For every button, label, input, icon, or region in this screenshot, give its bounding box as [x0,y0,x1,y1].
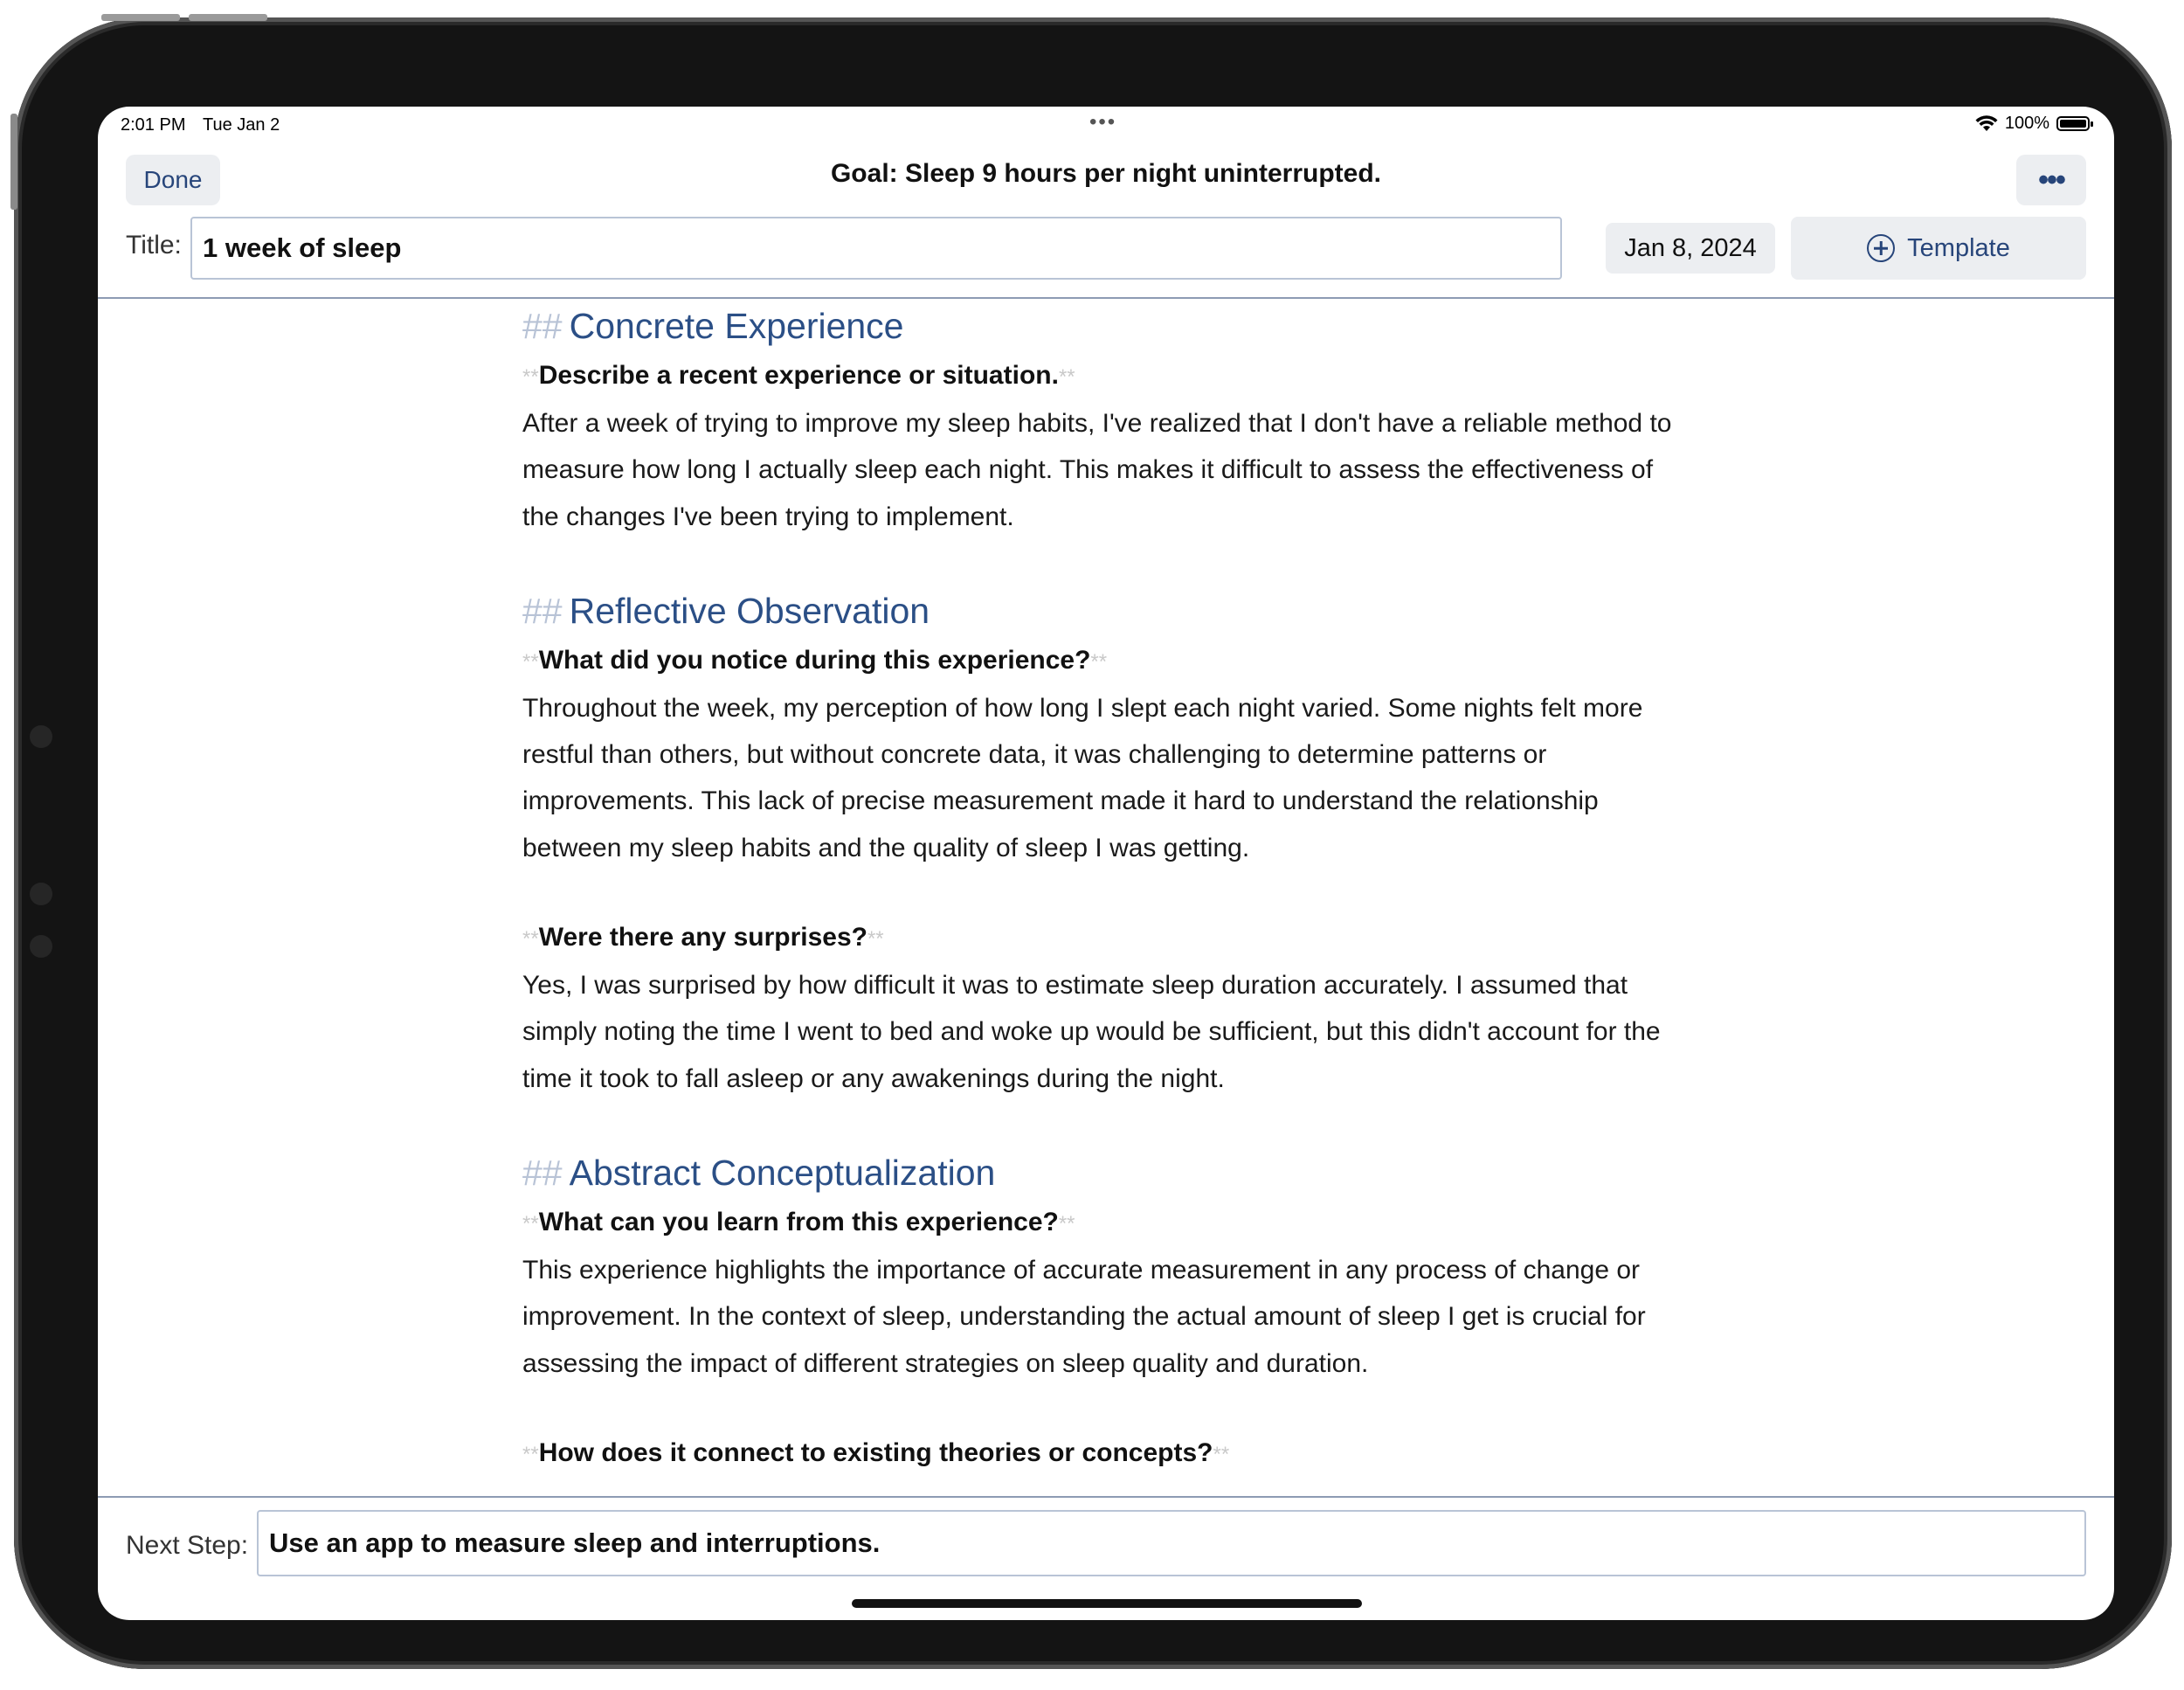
app-screen [98,107,2114,1620]
heading-marker: ## [522,590,563,631]
bold-marker: ** [1090,649,1108,674]
heading-marker: ## [522,306,563,346]
prompt-question [522,638,1693,685]
answer-paragraph: Yes, I was surprised by how difficult it was to estimate sleep duration accurately. I assumed that simply noting the time I went to bed and woke up would be sufficient, but this didn't account for the time it took to fall asleep or any awakenings during the night. [522,971,1661,1093]
camera-dot [30,883,52,905]
section-heading [522,584,1693,638]
volume-button [101,14,180,21]
prompt-question-text: How does it connect to existing theories or concepts? [538,1437,1213,1467]
status-bar [98,107,2114,142]
answer-paragraph: Throughout the week, my perception of how long I slept each night varied. Some nights felt more restful than others, but without concrete data, it was challenging to determine patterns or improvements. This lack of precise measurement made it hard to understand the relationship between my sleep habits and the quality of sleep I was getting. [522,693,1643,862]
next-step-input[interactable]: Use an app to measure sleep and interruptions. [257,1510,2086,1576]
status-right [1975,114,2090,134]
prompt-question [522,915,1693,962]
bold-marker: ** [1058,365,1075,389]
bold-marker: ** [522,927,539,952]
ipad-frame [14,17,2172,1669]
camera-dot [30,935,52,958]
section-heading-text: Abstract Conceptualization [569,1152,996,1193]
plus-circle-icon [1867,234,1895,262]
battery-percent: 100% [2004,114,2049,133]
done-button[interactable]: Done [126,155,220,205]
bold-marker: ** [522,1442,539,1466]
prompt-question-text: Were there any surprises? [538,923,867,952]
section-heading [522,299,1693,353]
status-date: Tue Jan 2 [203,115,280,135]
bold-marker: ** [522,649,539,674]
bold-marker: ** [867,927,884,952]
battery-icon [2056,116,2090,131]
next-step-label: Next Step: [126,1531,249,1560]
bold-marker: ** [522,365,539,389]
bold-marker: ** [1058,1211,1075,1236]
bold-marker: ** [1213,1442,1230,1466]
multitasking-dots-icon[interactable]: ••• [1089,110,1117,134]
prompt-question-text: What did you notice during this experience? [538,645,1091,675]
title-input[interactable]: 1 week of sleep [190,217,1562,280]
status-time: 2:01 PM [121,115,186,135]
more-options-icon[interactable]: ••• [2016,155,2086,205]
answer-paragraph: After a week of trying to improve my sleep habits, I've realized that I don't have a reliable method to measure how long I actually sleep each night. This makes it difficult to assess the effectiveness of the changes I've been trying to implement. [522,409,1672,531]
volume-button [189,14,267,21]
prompt-question-text: What can you learn from this experience? [538,1207,1059,1236]
goal-title: Goal: Sleep 9 hours per night uninterrupted. [830,159,1382,188]
answer-paragraph: This experience highlights the importance of accurate measurement in any process of change or improvement. In the context of sleep, understanding the actual amount of sleep I get is crucial for assessing the impact of different strategies on sleep quality and duration. [522,1255,1646,1378]
template-button[interactable] [1791,217,2086,280]
prompt-question-text: Describe a recent experience or situation. [538,361,1059,390]
date-picker-button[interactable]: Jan 8, 2024 [1606,223,1775,274]
power-button [10,114,17,210]
section-heading-text: Concrete Experience [569,306,904,346]
prompt-question [522,1430,1693,1478]
home-indicator[interactable] [852,1599,1362,1608]
template-button-label: Template [1907,233,2010,262]
bold-marker: ** [522,1211,539,1236]
section-heading [522,1146,1693,1200]
prompt-question [522,1200,1693,1247]
markdown-editor[interactable] [98,297,2114,1498]
heading-marker: ## [522,1152,563,1193]
title-label: Title: [126,231,182,260]
section-heading-text: Reflective Observation [569,590,930,631]
prompt-question [522,353,1693,400]
camera-dot [30,725,52,748]
wifi-icon [1975,115,1998,133]
editor-content [522,299,1693,1478]
